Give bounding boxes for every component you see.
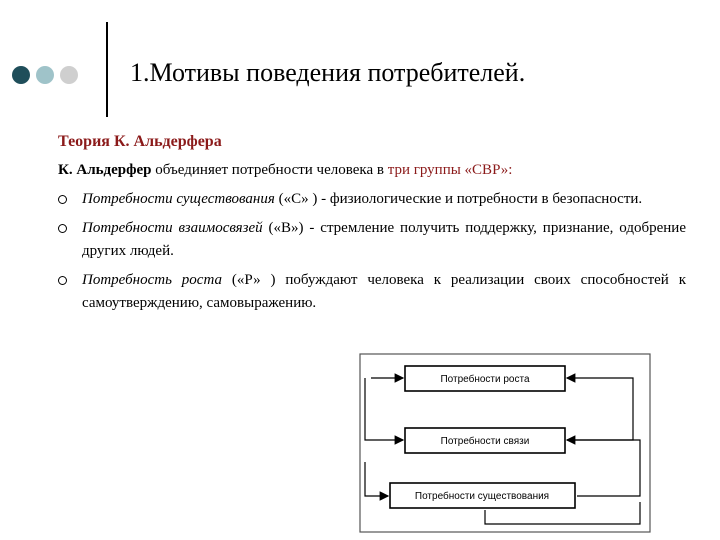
decorative-dots — [12, 66, 78, 84]
intro-author: К. Альдерфер — [58, 162, 152, 178]
arrow-relatedness-to-existence — [365, 462, 388, 496]
item-term: Потребность роста — [82, 272, 222, 288]
bullet-icon — [58, 276, 67, 285]
intro-body: объединяет потребности человека в — [151, 162, 388, 178]
slide-title: 1.Мотивы поведения потребителей. — [130, 58, 526, 87]
arrow-growth-to-relatedness — [365, 378, 403, 440]
needs-list — [58, 188, 686, 321]
box-label-existence: Потребности существования — [414, 491, 550, 502]
title-divider — [106, 22, 108, 117]
box-label-growth: Потребности роста — [440, 374, 530, 385]
bullet-icon — [58, 224, 67, 233]
dot-dark — [12, 66, 30, 84]
list-item — [58, 217, 686, 263]
bullet-icon — [58, 195, 67, 204]
needs-diagram — [355, 352, 655, 537]
box-label-relatedness: Потребности связи — [440, 436, 530, 447]
item-text: («В») - стремление получить поддержку, признание, одобрение других людей. — [82, 220, 686, 259]
list-item — [58, 188, 686, 211]
item-text: («Р» ) побуждают человека к реализации своих способностей к самоутверждению, самовыражению. — [82, 272, 686, 311]
intro-highlight: три группы «СВР»: — [387, 162, 513, 178]
arrow-existence-to-relatedness — [567, 440, 640, 496]
dot-gray — [60, 66, 78, 84]
needs-diagram-svg — [355, 352, 655, 537]
slide-subtitle: Теория К. Альдерфера — [58, 133, 222, 150]
list-item — [58, 269, 686, 315]
arrow-relatedness-to-growth — [567, 378, 633, 440]
intro-text — [58, 162, 512, 179]
item-term: Потребности взаимосвязей — [82, 220, 263, 236]
item-text: («С» ) - физиологические и потребности в безопасности. — [274, 191, 643, 207]
dot-teal — [36, 66, 54, 84]
item-term: Потребности существования — [82, 191, 275, 207]
